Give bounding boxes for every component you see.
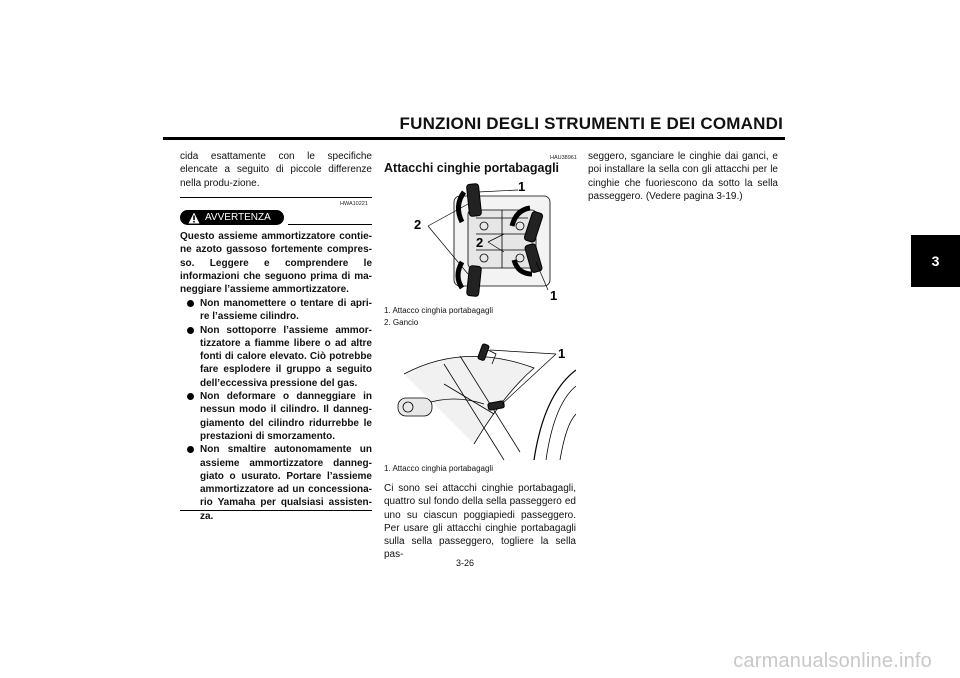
bullet-icon bbox=[187, 393, 194, 400]
fig1-callout: 2 bbox=[414, 217, 422, 232]
warning-list-item: Non manomettere o tentare di apri-re l’assieme cilindro. bbox=[180, 297, 372, 324]
bullet-icon bbox=[187, 300, 194, 307]
warning-code: HWA10221 bbox=[340, 201, 368, 207]
page-header-title: FUNZIONI DEGLI STRUMENTI E DEI COMANDI bbox=[399, 114, 783, 133]
page-number: 3-26 bbox=[456, 558, 475, 568]
fig1-caption-1: 1. Attacco cinghia portabagagli bbox=[384, 306, 493, 315]
fig2-caption-1: 1. Attacco cinghia portabagagli bbox=[384, 464, 493, 473]
warning-bottom-rule bbox=[180, 510, 372, 511]
intro-paragraph: cida esattamente con le specifiche elencate a seguito di piccole differenze nella produ-zione. bbox=[180, 151, 372, 189]
warning-top-rule bbox=[180, 197, 372, 198]
warning-triangle-icon bbox=[188, 212, 200, 224]
bullet-icon bbox=[187, 446, 194, 453]
fig1-callout: 1 bbox=[550, 288, 558, 302]
warning-label-rule bbox=[288, 224, 372, 225]
warning-label bbox=[180, 210, 284, 225]
chapter-tab: 3 bbox=[911, 235, 960, 287]
watermark: carmanualsonline.info bbox=[733, 650, 932, 672]
fig1-callout: 2 bbox=[476, 235, 484, 250]
section-title: Attacchi cinghie portabagagli bbox=[384, 161, 560, 175]
section-code: HAU38961 bbox=[550, 155, 577, 161]
figure-strap-holders-seat bbox=[384, 178, 576, 302]
warning-list-item: Non sottoporre l’assieme ammor-tizzatore a fiamme libere o ad altre fonti di calore elevato. Ciò potrebbe fare esplodere il gruppo a seguito dell’eccessiva pressione del gas. bbox=[180, 324, 372, 390]
bullet-icon bbox=[187, 327, 194, 334]
warning-list bbox=[180, 297, 372, 523]
warning-list-item: Non smaltire autonomamente un assieme ammortizzatore danneg-giato o usurato. Portare l’assieme ammortizzatore ad un concessiona-rio Yamaha per qualsiasi assisten-za. bbox=[180, 443, 372, 523]
header-rule bbox=[163, 137, 785, 140]
warning-list-item: Non deformare o danneggiare in nessun modo il cilindro. Il danneg-giamento del cilindro ridurrebbe le prestazioni di smorzamento. bbox=[180, 390, 372, 443]
warning-label-text: AVVERTENZA bbox=[205, 212, 271, 223]
fig2-callout: 1 bbox=[558, 346, 566, 361]
strap-holders-paragraph-continued: seggero, sganciare le cinghie dai ganci, e poi installare la sella con gli attacchi per le cinghie che fuoriescono da sotto la sella passeggero. (Vedere pagina 3-19.) bbox=[588, 151, 778, 202]
warning-text: Questo assieme ammortizzatore contie-ne azoto gassoso fortemente compres-so. Leggere e comprendere le informazioni che seguono prima di ma-neggiare l’assieme ammortizzatore. bbox=[180, 231, 372, 296]
fig1-callout: 1 bbox=[518, 179, 526, 194]
fig1-caption-2: 2. Gancio bbox=[384, 318, 419, 327]
strap-holders-paragraph: Ci sono sei attacchi cinghie portabagagli, quattro sul fondo della sella passeggero ed uno su ciascun poggiapiedi passeggero. Per usare gli attacchi cinghie portabagagli sulla sella passeggero, togliere la sella pas- bbox=[384, 483, 576, 561]
figure-strap-holder-footrest bbox=[384, 334, 576, 460]
